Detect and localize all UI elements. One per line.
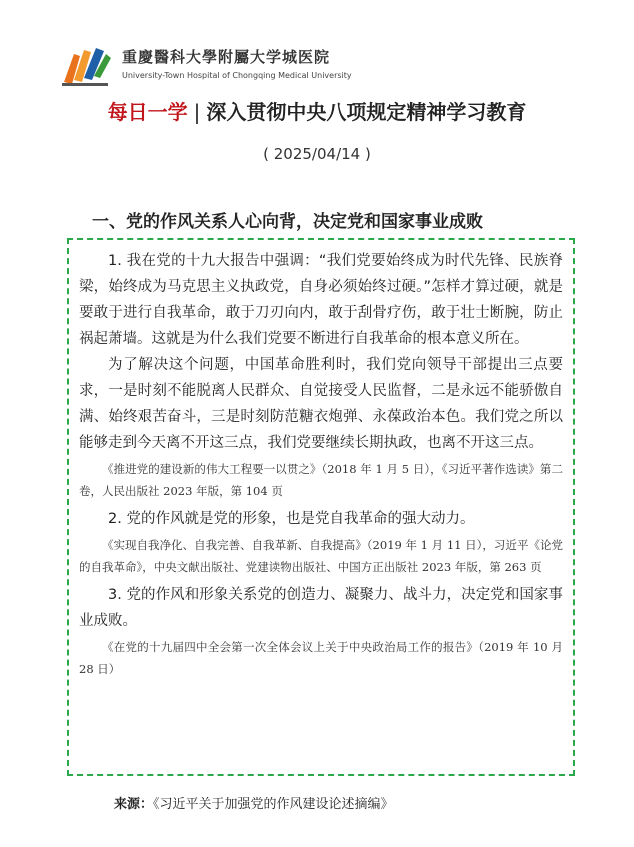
publish-date: ( 2025/04/14 ) [263,145,371,163]
source-line [114,793,394,812]
quote-box [67,238,575,776]
citation-2: 《实现自我净化、自我完善、自我革新、自我提高》（2019 年 1 月 11 日），习近平《论党的自我革命》，中央文献出版社、党建读物出版社、中国方正出版社 2023 年版，第 263 页 [79,538,563,574]
section-heading: 一、党的作风关系人心向背，决定党和国家事业成败 [92,212,483,232]
paragraph-3: 2. 党的作风就是党的形象，也是党自我革命的强大动力。 [108,511,475,527]
hospital-emblem-icon [60,44,112,88]
source-label: 来源： [114,797,154,812]
source-text: 《习近平关于加强党的作风建设论述摘编》 [153,797,394,812]
title-separator: | [193,100,201,124]
title-daily-study: 每日一学 [107,100,188,124]
hospital-name-cn: 重慶醫科大學附屬大学城医院 [122,48,331,66]
hospital-logo [60,44,352,90]
hospital-name-en: University-Town Hospital of Chongqing Medical University [122,71,352,80]
citation-1: 《推进党的建设新的伟大工程要一以贯之》（2018 年 1 月 5 日），《习近平著作选读》第二卷，人民出版社 2023 年版，第 104 页 [79,462,563,498]
citation-3: 《在党的十九届四中全会第一次全体会议上关于中央政治局工作的报告》（2019 年 10 月 28 日） [79,640,563,676]
paragraph-1: 1. 我在党的十九大报告中强调：“我们党要始终成为时代先锋、民族脊梁，始终成为马克思主义执政党，自身必须始终过硬。”怎样才算过硬，就是要敢于进行自我革命，敢于刀刃向内，敢于刮骨疗伤，敢于壮士断腕，防止祸起萧墙。这就是为什么我们党要不断进行自我革命的根本意义所在。 [79,253,563,347]
title-theme: 深入贯彻中央八项规定精神学习教育 [206,100,527,124]
paragraph-4: 3. 党的作风和形象关系党的创造力、凝聚力、战斗力，决定党和国家事业成败。 [79,587,563,629]
paragraph-2: 为了解决这个问题，中国革命胜利时，我们党向领导干部提出三点要求，一是时刻不能脱离人民群众、自觉接受人民监督，二是永远不能骄傲自满、始终艰苦奋斗，三是时刻防范糖衣炮弹、永葆政治本色。我们党之所以能够走到今天离不开这三点，我们党要继续长期执政，也离不开这三点。 [79,357,563,451]
page-title [0,96,634,125]
